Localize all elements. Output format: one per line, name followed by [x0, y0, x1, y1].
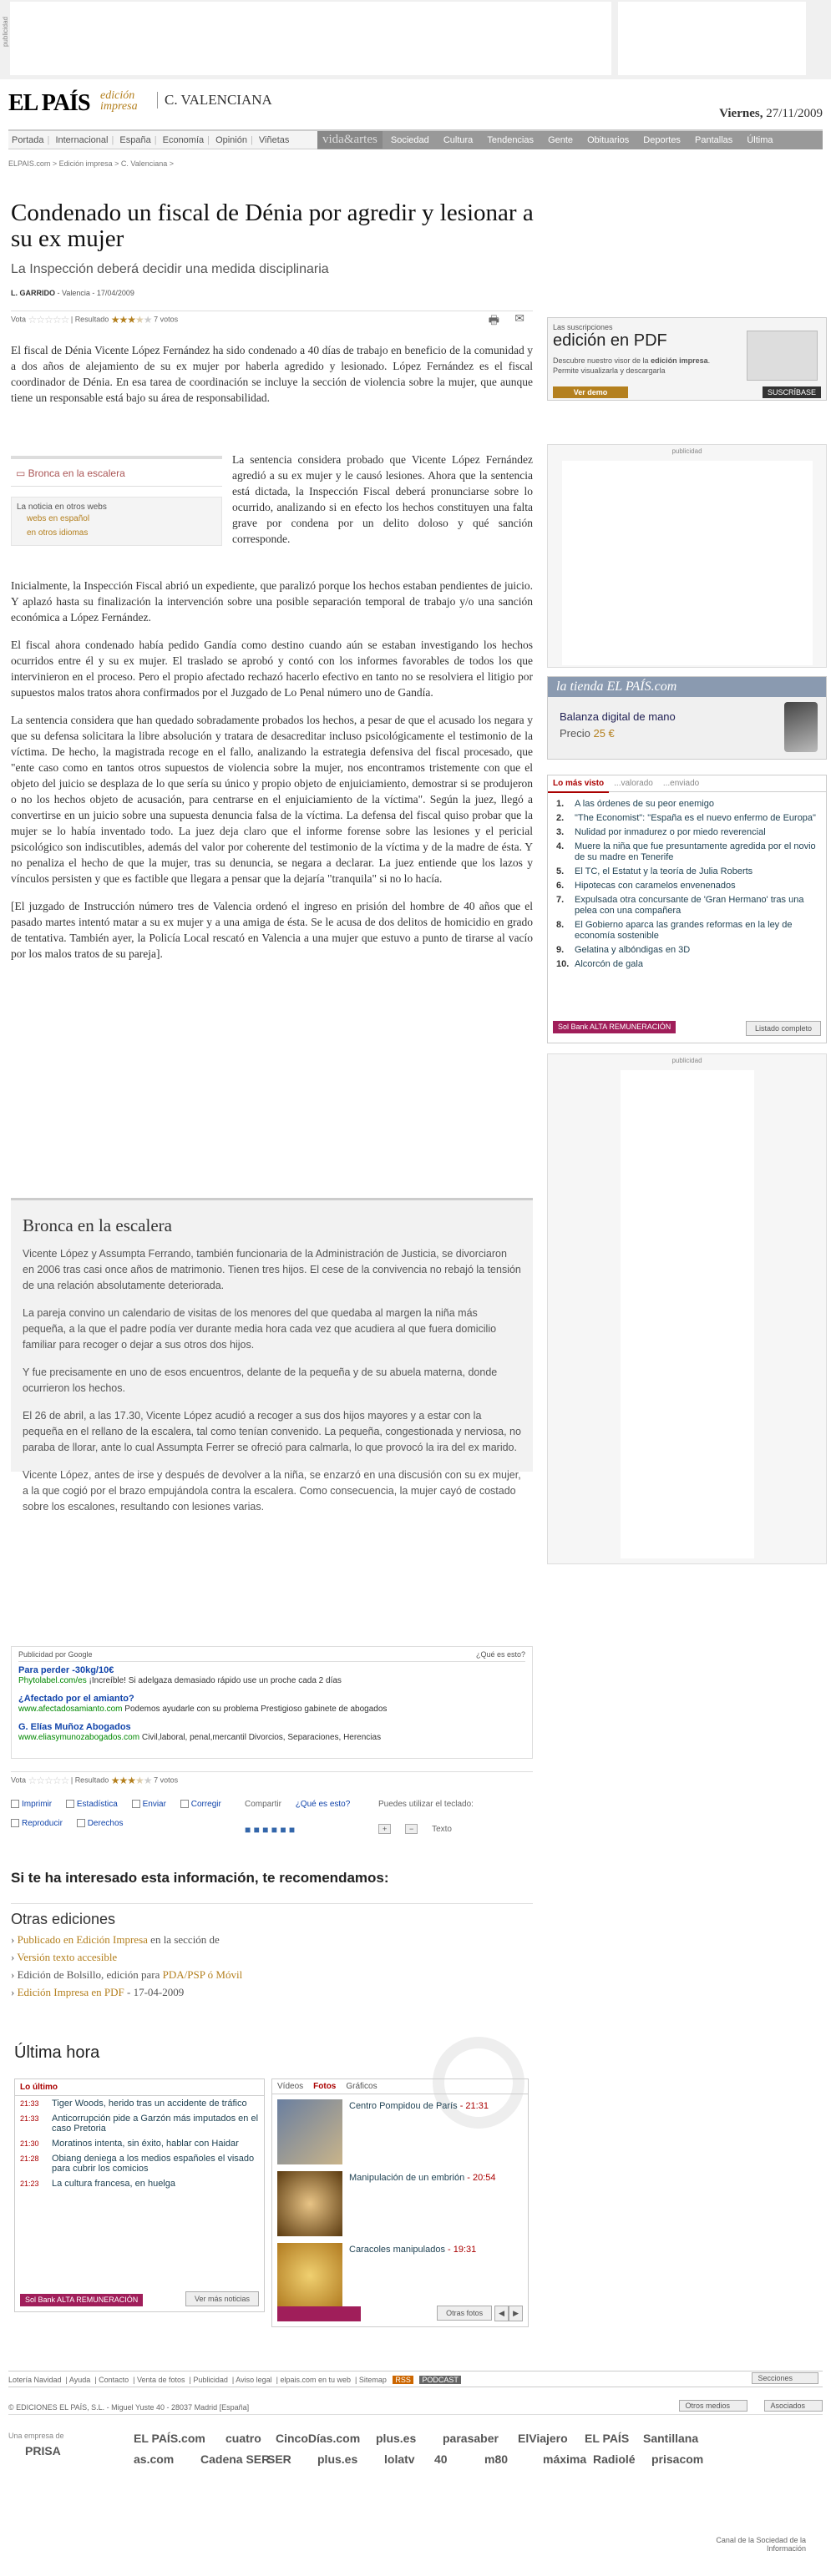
- rating-bar-bottom: Vota ☆☆☆☆☆ | Resultado ★★★★★ 7 votos: [11, 1771, 533, 1786]
- media-logo[interactable]: prisacom: [651, 2452, 704, 2466]
- logo[interactable]: EL PAÍS: [8, 90, 90, 116]
- webs-other-languages-link[interactable]: en otros idiomas: [27, 528, 89, 538]
- more-news-button[interactable]: Ver más noticias: [185, 2291, 259, 2306]
- list-item[interactable]: 21:33 Tiger Woods, herido tras un accidente de tráfico: [20, 2099, 247, 2109]
- stats-button[interactable]: Estadística: [66, 1800, 118, 1809]
- article-title: Condenado un fiscal de Dénia por agredir y lesionar a su ex mujer: [11, 200, 534, 252]
- ad-banner[interactable]: [562, 461, 813, 665]
- date: Viernes, 27/11/2009: [719, 107, 823, 120]
- nav-deportes[interactable]: Deportes: [643, 135, 681, 145]
- vote-stars[interactable]: ☆☆☆☆☆: [28, 1775, 69, 1786]
- related-box: [11, 456, 222, 560]
- tab-most-sent[interactable]: ...enviado: [662, 779, 700, 788]
- footer-link[interactable]: Lotería Navidad: [8, 2376, 62, 2384]
- shop-brand: la tienda EL PAÍS.com: [548, 677, 826, 697]
- photo-thumb[interactable]: [277, 2099, 342, 2164]
- photo-thumb[interactable]: [277, 2171, 342, 2236]
- nav-ultima[interactable]: Última: [747, 135, 773, 145]
- ad-desc: www.eliasymunozabogados.com Civil,laboral, penal,mercantil Divorcios, Separaciones, Herencias: [18, 1733, 382, 1742]
- paragraph: Inicialmente, la Inspección Fiscal abrió un expediente, que paralizó porque los hechos estaban pendientes de juicio. Y aplazó hasta su finalización la intervención sobre una posible separación temporal de trabajo y/o una sanción económica a López Fernández.: [11, 579, 533, 624]
- ad-label: publicidad: [2, 17, 9, 48]
- breadcrumb[interactable]: ELPAIS.com > Edición impresa > C. Valenciana >: [8, 159, 175, 168]
- list-item[interactable]: 21:33 Anticorrupción pide a Garzón más imputados en el caso Pretoria: [20, 2114, 259, 2134]
- region-title: C. VALENCIANA: [157, 92, 272, 109]
- webs-spanish-link[interactable]: webs en español: [27, 514, 90, 523]
- bank-ad[interactable]: Sol Bank ALTA REMUNERACIÓN: [20, 2294, 143, 2306]
- associates-select[interactable]: Asociados: [764, 2400, 823, 2412]
- latest-tab[interactable]: Lo último: [15, 2079, 264, 2096]
- correct-button[interactable]: Corregir: [180, 1800, 221, 1809]
- ad-banner-right[interactable]: [618, 2, 806, 75]
- media-logo[interactable]: SER: [267, 2452, 291, 2466]
- print-button[interactable]: Imprimir: [11, 1800, 52, 1809]
- ad-banner[interactable]: [10, 2, 611, 75]
- pdf-desc: Descubre nuestro visor de la edición impresa. Permite visualizarla y descargarla: [553, 356, 711, 375]
- paragraph: El fiscal ahora condenado había pedido Gandía como destino cuando aún se estaban investigando los hechos ocurridos entre él y su ex mujer. El traslado se aprobó y contó con los informes favorables de todos los que intervinieron en el proceso. Pero el propio afectado rechazó hacerlo efectivo en tanto no se resolviera el litigio por supuestos malos tratos ahora confirmados por el Juzgado de Lo Penal número uno de Gandía.: [11, 639, 533, 699]
- logo-subtitle: edición impresa: [100, 89, 138, 113]
- media-logo[interactable]: 40: [434, 2452, 448, 2466]
- footer-link[interactable]: Sitemap: [358, 2376, 387, 2384]
- footer-link[interactable]: Ayuda: [68, 2376, 91, 2384]
- footer-link[interactable]: Aviso legal: [236, 2376, 272, 2384]
- other-editions-title: Otras ediciones: [11, 1911, 116, 1927]
- media-logo[interactable]: máxima: [543, 2452, 587, 2466]
- side-ad-tall: publicidad: [547, 1053, 827, 1564]
- pdf-screen-icon: [747, 331, 818, 381]
- article-body-col: [232, 452, 533, 547]
- demo-button[interactable]: Ver demo: [553, 386, 628, 398]
- send-button[interactable]: Enviar: [132, 1800, 166, 1809]
- edition-link[interactable]: › Edición de Bolsillo, edición para PDA/PSP ó Móvil: [11, 1968, 243, 1981]
- share-icons[interactable]: ■ ■ ■ ■ ■ ■: [245, 1824, 296, 1836]
- related-paragraph: Vicente López y Assumpta Ferrando, también funcionaria de la Administración de Justicia, se divorciaron en 2006 tras casi once años de matrimonio. Tienen tres hijos. El cese de la convivencia no rebajó la tensión de una relación absolutamente deteriorada.: [23, 1248, 521, 1291]
- pdf-title: edición en PDF: [553, 331, 667, 350]
- ad-desc: Phytolabel.com/es ¡Increíble! Si adelgaza demasiado rápido use un proche cada 2 días: [18, 1676, 342, 1685]
- shop-item[interactable]: Balanza digital de mano: [560, 710, 676, 723]
- article-subtitle: La Inspección deberá decidir una medida disciplinaria: [11, 262, 329, 276]
- more-photos-button[interactable]: Otras fotos: [437, 2306, 492, 2321]
- nav-portada[interactable]: Portada: [12, 135, 44, 145]
- bank-ad[interactable]: Sol Bank ALTA REMUNERACIÓN: [553, 1021, 676, 1033]
- result-stars: ★★★★★: [110, 1775, 152, 1786]
- media-logo[interactable]: m80: [484, 2452, 509, 2466]
- article-body-cont: [11, 578, 533, 962]
- media-logo[interactable]: plus.es: [317, 2452, 358, 2466]
- side-ad: publicidad: [547, 444, 827, 668]
- related-article: [11, 1198, 533, 1513]
- photo-thumb[interactable]: [277, 2243, 342, 2308]
- latest-title: Última hora: [14, 2043, 100, 2062]
- other-media-select[interactable]: Otros medios: [679, 2400, 747, 2412]
- media-logo[interactable]: EL PAÍS.com: [134, 2432, 205, 2445]
- media-logo[interactable]: Santillana: [643, 2432, 699, 2445]
- shop-promo[interactable]: [547, 676, 827, 760]
- footer-link[interactable]: Contacto: [99, 2376, 129, 2384]
- nav-vida-artes[interactable]: vida&artes: [317, 131, 383, 149]
- most-viewed: [547, 775, 827, 1043]
- nav-internacional[interactable]: Internacional: [55, 135, 109, 145]
- other-webs: La noticia en otros webs webs en español en otros idiomas: [11, 497, 222, 546]
- pdf-promo[interactable]: Las suscripciones edición en PDF Descubre nuestro visor de la edición impresa. Permite visualizarla y descargarla Ver demo SUSCRÍBASE: [547, 317, 827, 401]
- paragraph: [El juzgado de Instrucción número tres de Valencia ordenó el ingreso en prisión del hombre de 40 años que el pasado martes intentó matar a su ex mujer y a una amiga de ésta. Se le acusa de dos delitos de homicidio en grado de tentativa. También ayer, la Policía Local rescató en Valencia a una mujer que estuvo a punto de tirarse al vacío por los malos tratos de su pareja].: [11, 900, 533, 960]
- nav-economia[interactable]: Economía: [162, 135, 205, 145]
- latest-news: [11, 2037, 533, 2337]
- list-item[interactable]: 3. Nulidad por inmadurez o por miedo reverencial: [556, 827, 766, 837]
- sections-select[interactable]: Secciones: [752, 2372, 818, 2384]
- recommend-heading: Si te ha interesado esta información, te recomendamos:: [11, 1870, 389, 1886]
- related-paragraph: La pareja convino un calendario de visitas de los menores del que quedaba al margen la niña más pequeña, a la que el padre podía ver durante media hora cada vez que acudiera al que fuera domicilio familiar para recoger o dejar a sus otros dos hijos.: [23, 1307, 497, 1351]
- top-ad: [0, 0, 831, 79]
- prisa-logo[interactable]: PRISA: [25, 2444, 61, 2457]
- ad-title[interactable]: G. Elías Muñoz Abogados: [18, 1722, 131, 1732]
- tab-graficos[interactable]: Gráficos: [346, 2082, 377, 2091]
- rss-icon[interactable]: RSS: [393, 2376, 413, 2384]
- media-logo[interactable]: parasaber: [443, 2432, 499, 2445]
- media-logo[interactable]: cuatro: [225, 2432, 261, 2445]
- media-logo[interactable]: Cadena SER: [200, 2452, 271, 2466]
- list-item[interactable]: 7. Expulsada otra concursante de 'Gran Hermano' tras una pelea con una compañera: [556, 895, 804, 916]
- ad-title[interactable]: Para perder -30kg/10€: [18, 1665, 114, 1675]
- article-tools: Imprimir Estadística Enviar Corregir Reproducir Derechos Compartir ¿Qué es esto? ■ ■ ■ ■ ■ ■ Puedes utilizar el teclado: + − Texto: [11, 1800, 533, 1840]
- vote-stars[interactable]: ☆☆☆☆☆: [28, 314, 69, 326]
- ad-banner[interactable]: [621, 1070, 754, 1558]
- paragraph: La sentencia considera que han quedado sobradamente probados los hechos, a pesar de que el acusado los negara y que su defensa solicitara la libre absolución y tratara de desacreditar incluso psicológicamente el testimonio de la víctima. De hecho, la magistrada recoge en el fallo, analizando la estrategia defensiva del fiscal procesado, que "ente caso como en tantos otros supuestos de violencia sobre la mujer, nos encontramos tristemente con que el objeto del juicio se desplaza de lo que sería su único y propio objeto de enjuiciamiento, demostrar si se produjeron o no los hechos objeto de acusación, para centrarse en el enjuiciamiento de la víctima". Según la juez, llegó a convertirse en un juicio sobre una supuesta denuncia falsa de la víctima. La defensa del fiscal quiso probar que la mujer se lo había inventado todo. La juez deja claro que el informe forense sobre las lesiones y el pericial psicológico son indiscutibles, además del valor por coherente del testimonio de la víctima y de la madre de ésta. Y no penaliza el hecho de que la mujer, tras su denuncia, se negara a declarar. La juez entiende que los lazos y vínculos persisten y que es factible que llegara a pensar que la dejaría "tranquila" si no lo hacía.: [11, 714, 533, 885]
- text-increase[interactable]: +: [378, 1824, 391, 1834]
- nav-espana[interactable]: España: [119, 135, 151, 145]
- related-title: Bronca en la escalera: [23, 1215, 172, 1235]
- related-link[interactable]: ▭ Bronca en la escalera: [11, 459, 222, 487]
- media-logo[interactable]: CincoDías.com: [276, 2432, 361, 2445]
- list-item[interactable]: 2. "The Economist": "España es el nuevo enfermo de Europa": [556, 813, 816, 823]
- subscribe-button[interactable]: SUSCRÍBASE: [763, 386, 821, 398]
- media-logo[interactable]: ElViajero: [518, 2432, 568, 2445]
- list-item[interactable]: 21:23 La cultura francesa, en huelga: [20, 2179, 175, 2189]
- nav-pantallas[interactable]: Pantallas: [695, 135, 733, 145]
- podcast-icon[interactable]: PODCAST: [419, 2376, 461, 2384]
- ad-desc: www.afectadosamianto.com Podemos ayudarle con su problema Prestigioso gabinete de abogados: [18, 1705, 388, 1714]
- vote-label: Vota: [11, 315, 27, 324]
- list-item[interactable]: 9. Gelatina y albóndigas en 3D: [556, 945, 691, 955]
- media-logo[interactable]: lolatv: [384, 2452, 415, 2466]
- shop-price: Precio 25 €: [560, 727, 615, 740]
- nav-sociedad[interactable]: Sociedad: [390, 135, 429, 145]
- footer-link[interactable]: Venta de fotos: [136, 2376, 185, 2384]
- list-item[interactable]: 21:30 Moratinos intenta, sin éxito, hablar con Haidar: [20, 2139, 239, 2149]
- footer-links: Lotería Navidad | Ayuda | Contacto | Venta de fotos | Publicidad | Aviso legal | elpais.com en tu web | Sitemap RSS PODCAST Secciones: [8, 2371, 823, 2387]
- media-logo[interactable]: Radiolé: [593, 2452, 636, 2466]
- email-icon[interactable]: ✉: [514, 311, 524, 325]
- media-logo[interactable]: EL PAÍS: [585, 2432, 630, 2445]
- related-paragraph: Y fue precisamente en uno de esos encuentros, delante de la pequeña y de su abuela materna, donde ocurrieron los hechos.: [23, 1366, 498, 1394]
- footer-link[interactable]: Publicidad: [193, 2376, 228, 2384]
- list-item[interactable]: 1. A las órdenes de su peor enemigo: [556, 799, 714, 809]
- list-item[interactable]: 5. El TC, el Estatut y la teoría de Julia Roberts: [556, 866, 753, 876]
- edition-link[interactable]: › Edición Impresa en PDF - 17-04-2009: [11, 1986, 185, 1998]
- paragraph: La sentencia considera probado que Vicente López Fernández agredió a su ex mujer y le causó lesiones. Ahora que la sentencia está dictada, la Inspección Fiscal deberá pronunciarse sobre lo ocurrido, analizando si en efecto los hechos constituyen una falta grave por condena por un delito doloso y qué sanción corresponde.: [232, 453, 533, 545]
- next-arrow-icon[interactable]: ▶: [509, 2306, 523, 2321]
- list-item[interactable]: 6. Hipotecas con caramelos envenenados: [556, 881, 736, 891]
- result-stars: ★★★★★: [110, 314, 152, 326]
- media-logo[interactable]: as.com: [134, 2452, 175, 2466]
- byline: L. GARRIDO - Valencia - 17/04/2009: [11, 289, 134, 297]
- edition-link[interactable]: › Publicado en Edición Impresa en la sección de: [11, 1933, 220, 1946]
- share-what-link[interactable]: ¿Qué es esto?: [295, 1800, 351, 1809]
- list-item[interactable]: 8. El Gobierno aparca las grandes reformas en la ley de economía sostenible: [556, 920, 793, 941]
- media-logo[interactable]: plus.es: [376, 2432, 417, 2445]
- google-ads: Publicidad por Google ¿Qué es esto? Para perder -30kg/10€ Phytolabel.com/es ¡Increíble! Si adelgaza demasiado rápido use un proche cada 2 días ¿Afectado por el amianto? www.afectadosamianto.com Podemos ayudarle con su problema Prestigioso gabinete de abogados G. Elías Muñoz Abogados www.eliasymunozabogados.com Civil,laboral, penal,mercantil Divorcios, Separaciones, Herencias: [11, 1646, 533, 1759]
- photo-caption[interactable]: Manipulación de un embrión - 20:54: [349, 2173, 496, 2183]
- footer: [0, 2369, 831, 2576]
- print-icon[interactable]: 🖶: [488, 313, 499, 326]
- masthead: [8, 83, 823, 125]
- photo-caption[interactable]: Centro Pompidou de París - 21:31: [349, 2101, 489, 2111]
- result-label: Resultado: [74, 315, 109, 324]
- vote-count: 7 votos: [154, 315, 179, 324]
- paragraph: El fiscal de Dénia Vicente López Fernández ha sido condenado a 40 días de trabajo en beneficio de la comunidad y a dos años de alejamiento de su ex mujer por haberla agredido y lesionado. López Fernández es el fiscal coordinador de Dénia. En esa tarea de coordinación se incluye la sección de violencia sobre la mujer, que aunque tiene un responsable está bajo su área de responsabilidad.: [11, 344, 533, 404]
- related-paragraph: El 26 de abril, a las 17.30, Vicente López acudió a recoger a sus dos hijos mayores y a estar con la pequeña en el rellano de la escalera, tal como tenían convenido. La pequeña, congestionada y nerviosa, no paraba de llorar, ante lo cual Assumpta Ferrer se ofreció para calmarla, lo que provocó la ira del ex marido.: [23, 1410, 521, 1453]
- media-panel: [271, 2078, 529, 2327]
- nav-tendencias[interactable]: Tendencias: [487, 135, 534, 145]
- tab-fotos[interactable]: Fotos: [313, 2082, 337, 2091]
- list-item[interactable]: 21:28 Obiang deniega a los medios españoles el visado para cubrir los comicios: [20, 2154, 255, 2174]
- scale-image: [784, 702, 818, 752]
- nav-vinetas[interactable]: Viñetas: [258, 135, 290, 145]
- footer-company: © EDICIONES EL PAÍS, S.L. - Miguel Yuste 40 - 28037 Madrid [España] Otros medios Asociados: [8, 2398, 823, 2415]
- rating-bar: Vota ☆☆☆☆☆ | Resultado ★★★★★ 7 votos 🖶 ✉: [11, 311, 533, 326]
- canal-info: Canal de la Sociedad de la Información: [716, 2536, 806, 2553]
- nav-cultura[interactable]: Cultura: [443, 135, 474, 145]
- tab-most-viewed[interactable]: Lo más visto: [548, 775, 609, 793]
- reproduce-button[interactable]: Reproducir: [11, 1819, 63, 1828]
- group-logos: Una empresa de PRISA EL PAÍS.com cuatro CincoDías.com plus.es parasaber ElViajero EL PAÍS Santillana as.com Cadena SER SER plus.es lolatv 40 m80 máxima Radiolé prisacom: [8, 2432, 704, 2466]
- nav-gente[interactable]: Gente: [548, 135, 574, 145]
- full-list-button[interactable]: Listado completo: [746, 1021, 821, 1036]
- rights-button[interactable]: Derechos: [77, 1819, 124, 1828]
- article-body: [11, 342, 533, 406]
- main-nav: Portada | Internacional | España | Economía | Opinión | Viñetas vida&artes Sociedad Cultura Tendencias Gente Obituarios Deportes Pantallas Última: [8, 129, 823, 149]
- list-item[interactable]: 10. Alcorcón de gala: [556, 959, 643, 969]
- list-item[interactable]: 4. Muere la niña que fue presuntamente agredida por el novio de su madre en Tenerife: [556, 841, 816, 862]
- edition-link[interactable]: › Versión texto accesible: [11, 1951, 118, 1963]
- prev-arrow-icon[interactable]: ◀: [494, 2306, 509, 2321]
- related-paragraph: Vicente López, antes de irse y después de devolver a la niña, se enzarzó en una discusión con su ex mujer, a la que cogió por el brazo empujándola contra la escalera. Como consecuencia, la mujer cayó de costado sobre los escalones, resultando con lesiones varias.: [23, 1469, 521, 1513]
- footer-link[interactable]: elpais.com en tu web: [280, 2376, 351, 2384]
- tab-most-rated[interactable]: ...valorado: [614, 779, 653, 788]
- latest-list: [14, 2078, 265, 2312]
- photo-caption[interactable]: Caracoles manipulados - 19:31: [349, 2245, 477, 2255]
- tab-videos[interactable]: Vídeos: [277, 2082, 304, 2091]
- text-decrease[interactable]: −: [405, 1824, 418, 1834]
- ad-logo[interactable]: [277, 2306, 361, 2321]
- ad-title[interactable]: ¿Afectado por el amianto?: [18, 1694, 134, 1704]
- nav-obituarios[interactable]: Obituarios: [587, 135, 630, 145]
- nav-opinion[interactable]: Opinión: [215, 135, 247, 145]
- what-is-this-link[interactable]: ¿Qué es esto?: [475, 1650, 525, 1659]
- other-editions: [11, 1903, 533, 2003]
